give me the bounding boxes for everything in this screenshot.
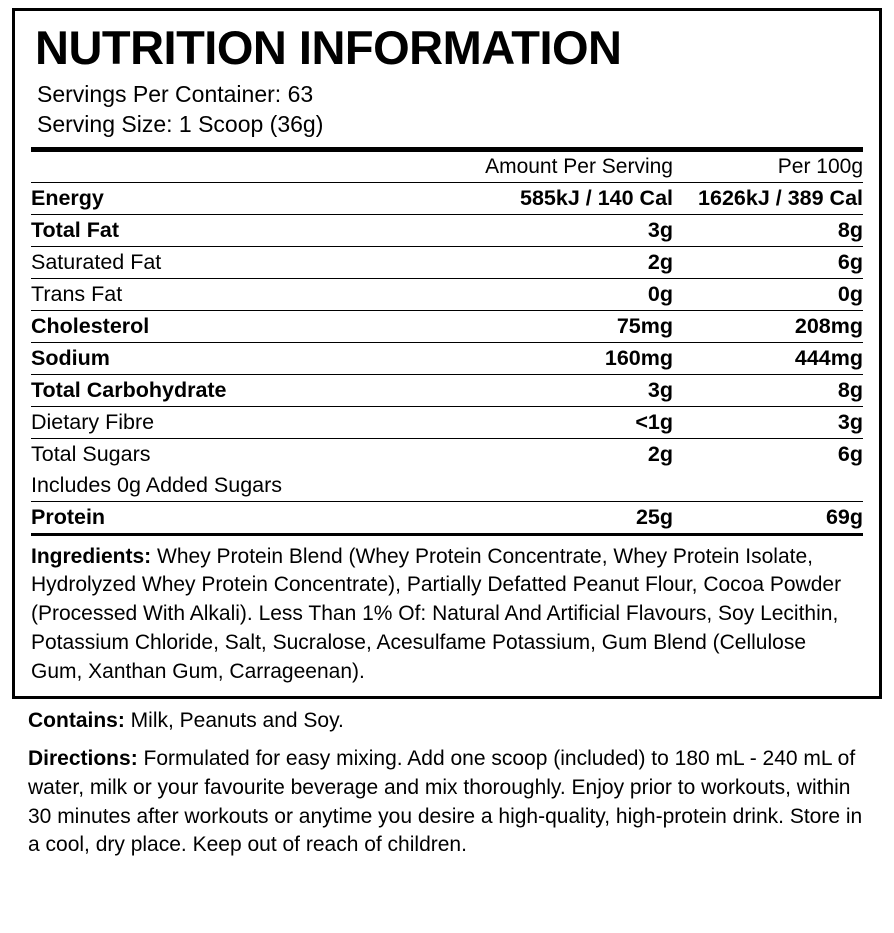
nutrient-name: Includes 0g Added Sugars [31,472,283,497]
nutrient-name: Total Carbohydrate [31,374,458,406]
nutrition-table [31,152,863,533]
nutrient-per-100g: 444mg [673,342,863,374]
divider-below-protein [31,533,863,536]
contains-text: Milk, Peanuts and Soy. [124,709,344,733]
nutrient-amount: 2g [458,246,673,278]
nutrient-amount: 3g [458,374,673,406]
nutrient-amount: 160mg [458,342,673,374]
contains-heading: Contains: [28,709,125,733]
page-title: NUTRITION INFORMATION [35,21,622,74]
directions-heading: Directions: [28,747,138,771]
nutrient-amount: 0g [458,278,673,310]
table-row [31,278,863,310]
nutrient-per-100g [673,470,863,502]
nutrient-amount [458,470,673,502]
nutrient-name: Dietary Fibre [31,406,458,438]
directions-text: Formulated for easy mixing. Add one scoop (included) to 180 mL - 240 mL of water, milk or your favourite beverage and mix thoroughly. Enjoy prior to workouts, within 30 minutes after workouts or anytime you desire a high-quality, high-protein drink. Store in a cool, dry place. Keep out of reach of children. [28,747,863,857]
servings-per-container: Servings Per Container: 63 [37,80,314,107]
nutrition-facts-panel [12,8,882,699]
table-row [31,470,863,502]
column-header-amount-per-serving: Amount Per Serving [485,154,673,178]
nutrient-per-100g: 6g [673,246,863,278]
nutrient-per-100g: 208mg [673,310,863,342]
nutrient-name: Cholesterol [31,310,458,342]
column-header-name [31,152,458,183]
ingredients-text: Whey Protein Blend (Whey Protein Concentrate, Whey Protein Isolate, Hydrolyzed Whey Protein Concentrate), Partially Defatted Peanut Flour, Cocoa Powder (Processed With Alkali). Less Than 1% Of: Natural And Artificial Flavours, Soy Lecithin, Potassium Chloride, Salt, Sucralose, Acesulfame Potassium, Gum Blend (Cellulose Gum, Xanthan Gum, Carrageenan). [31,544,842,683]
ingredients-heading: Ingredients: [31,544,152,568]
table-header-row [31,152,863,183]
column-header-per-100g: Per 100g [777,154,863,178]
serving-size: Serving Size: 1 Scoop (36g) [37,111,324,138]
table-row [31,501,863,533]
table-row [31,310,863,342]
nutrient-amount: 25g [458,501,673,533]
nutrient-name: Total Sugars [31,438,458,470]
nutrient-name: Saturated Fat [31,246,458,278]
table-row [31,438,863,470]
nutrient-per-100g: 8g [673,374,863,406]
nutrient-amount: <1g [458,406,673,438]
nutrient-name: Energy [31,182,458,214]
nutrient-name: Protein [31,501,458,533]
table-row [31,342,863,374]
nutrient-per-100g: 69g [673,501,863,533]
nutrient-name: Total Fat [31,214,458,246]
nutrient-amount: 2g [458,438,673,470]
nutrient-name: Sodium [31,342,458,374]
contains-block [28,707,878,736]
nutrient-per-100g: 8g [673,214,863,246]
label-footer [12,707,882,860]
table-row [31,374,863,406]
nutrient-per-100g: 3g [673,406,863,438]
nutrient-amount: 75mg [458,310,673,342]
nutrient-per-100g: 1626kJ / 389 Cal [673,182,863,214]
nutrient-amount: 3g [458,214,673,246]
table-row [31,214,863,246]
nutrient-per-100g: 6g [673,438,863,470]
table-row [31,406,863,438]
directions-block [28,745,878,860]
nutrient-per-100g: 0g [673,278,863,310]
table-row [31,182,863,214]
table-row [31,246,863,278]
nutrient-amount: 585kJ / 140 Cal [458,182,673,214]
nutrient-name: Trans Fat [31,278,458,310]
ingredients-block [31,543,863,687]
